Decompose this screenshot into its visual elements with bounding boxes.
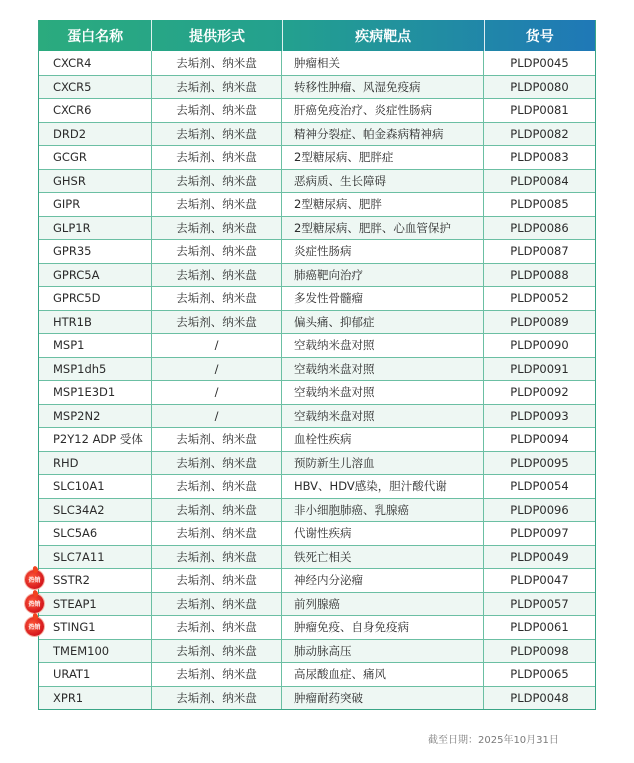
table-row xyxy=(28,615,595,639)
protein-name: URAT1 xyxy=(53,667,91,682)
disease-target-cell: 肿瘤免疫、自身免疫病 xyxy=(282,616,484,639)
protein-name-cell xyxy=(39,311,152,334)
format-cell: 去垢剂、纳米盘 xyxy=(152,146,282,169)
disease-target-cell: 肝癌免疫治疗、炎症性肠病 xyxy=(282,99,484,122)
catalog-no-cell: PLDP0049 xyxy=(510,549,569,564)
protein-name: STING1 xyxy=(53,620,96,635)
table-header xyxy=(39,20,595,51)
protein-name: P2Y12 ADP 受体 xyxy=(53,432,143,447)
disease-target-cell: 肺癌靶向治疗 xyxy=(282,264,484,287)
format-cell: / xyxy=(152,405,282,428)
disease-target-cell: 血栓性疾病 xyxy=(282,428,484,451)
protein-name-cell xyxy=(39,640,152,663)
protein-name: CXCR6 xyxy=(53,103,92,118)
table-row xyxy=(39,169,595,193)
format-cell: / xyxy=(152,334,282,357)
protein-name: SLC7A11 xyxy=(53,549,105,564)
disease-target-cell: 2型糖尿病、肥胖、心血管保护 xyxy=(282,217,484,240)
protein-name-cell xyxy=(39,287,152,310)
catalog-no-cell: PLDP0083 xyxy=(510,150,569,165)
protein-name: GHSR xyxy=(53,173,86,188)
header-protein-name: 蛋白名称 xyxy=(39,20,152,51)
protein-name: MSP1 xyxy=(53,338,85,353)
catalog-no-cell: PLDP0097 xyxy=(510,526,569,541)
catalog-no-cell: PLDP0080 xyxy=(510,79,569,94)
catalog-no-cell: PLDP0085 xyxy=(510,197,569,212)
protein-name-cell xyxy=(39,240,152,263)
disease-target-cell: 空载纳米盘对照 xyxy=(282,358,484,381)
protein-name-cell xyxy=(28,616,152,639)
disease-target-cell: 2型糖尿病、肥胖症 xyxy=(282,146,484,169)
table-row xyxy=(39,216,595,240)
format-cell: 去垢剂、纳米盘 xyxy=(152,475,282,498)
table-row xyxy=(39,75,595,99)
catalog-no-cell: PLDP0093 xyxy=(510,408,569,423)
protein-name: STEAP1 xyxy=(53,596,97,611)
protein-name-cell xyxy=(39,99,152,122)
disease-target-cell: 肺动脉高压 xyxy=(282,640,484,663)
footer-date: 截至日期：2025年10月31日 xyxy=(428,735,559,746)
protein-name: SLC10A1 xyxy=(53,479,105,494)
disease-target-cell: 炎症性肠病 xyxy=(282,240,484,263)
protein-name: DRD2 xyxy=(53,126,87,141)
protein-name: SLC34A2 xyxy=(53,502,105,517)
table-row xyxy=(39,404,595,428)
disease-target-cell: 非小细胞肺癌、乳腺癌 xyxy=(282,499,484,522)
table-row xyxy=(39,474,595,498)
catalog-no-cell: PLDP0082 xyxy=(510,126,569,141)
catalog-no-cell: PLDP0052 xyxy=(510,291,569,306)
format-cell: 去垢剂、纳米盘 xyxy=(152,499,282,522)
catalog-no-cell: PLDP0090 xyxy=(510,338,569,353)
protein-name-cell xyxy=(39,334,152,357)
catalog-no-cell: PLDP0081 xyxy=(510,103,569,118)
disease-target-cell: 神经内分泌瘤 xyxy=(282,569,484,592)
protein-name-cell xyxy=(39,193,152,216)
table-row xyxy=(28,592,595,616)
protein-name-cell xyxy=(39,358,152,381)
table-row xyxy=(39,357,595,381)
protein-name-cell xyxy=(39,217,152,240)
catalog-no-cell: PLDP0054 xyxy=(510,479,569,494)
protein-name: RHD xyxy=(53,455,79,470)
protein-name: MSP1E3D1 xyxy=(53,385,116,400)
catalog-no-cell: PLDP0088 xyxy=(510,267,569,282)
disease-target-cell: 肿瘤耐药突破 xyxy=(282,687,484,710)
protein-name-cell xyxy=(28,593,152,616)
disease-target-cell: 精神分裂症、帕金森病精神病 xyxy=(282,123,484,146)
disease-target-cell: 高尿酸血症、痛风 xyxy=(282,663,484,686)
protein-name: GPR35 xyxy=(53,244,92,259)
disease-target-cell: 预防新生儿溶血 xyxy=(282,452,484,475)
catalog-no-cell: PLDP0047 xyxy=(510,573,569,588)
protein-name-cell xyxy=(39,475,152,498)
table-row xyxy=(39,122,595,146)
protein-name-cell xyxy=(39,428,152,451)
table-row xyxy=(39,380,595,404)
protein-name: SSTR2 xyxy=(53,573,90,588)
catalog-no-cell: PLDP0065 xyxy=(510,667,569,682)
disease-target-cell: 代谢性疾病 xyxy=(282,522,484,545)
format-cell: 去垢剂、纳米盘 xyxy=(152,428,282,451)
protein-name: CXCR5 xyxy=(53,79,92,94)
catalog-no-cell: PLDP0096 xyxy=(510,502,569,517)
table-row xyxy=(28,568,595,592)
table-row xyxy=(39,286,595,310)
header-disease-target: 疾病靶点 xyxy=(283,20,485,51)
protein-name: GCGR xyxy=(53,150,87,165)
catalog-no-cell: PLDP0098 xyxy=(510,643,569,658)
catalog-no-cell: PLDP0048 xyxy=(510,690,569,705)
format-cell: 去垢剂、纳米盘 xyxy=(152,217,282,240)
format-cell: 去垢剂、纳米盘 xyxy=(152,76,282,99)
protein-name-cell xyxy=(39,264,152,287)
format-cell: 去垢剂、纳米盘 xyxy=(152,311,282,334)
table-row xyxy=(39,521,595,545)
catalog-no-cell: PLDP0061 xyxy=(510,620,569,635)
disease-target-cell: 转移性肿瘤、风湿免疫病 xyxy=(282,76,484,99)
catalog-no-cell: PLDP0095 xyxy=(510,455,569,470)
table-row xyxy=(39,662,595,686)
format-cell: 去垢剂、纳米盘 xyxy=(152,170,282,193)
protein-name-cell xyxy=(39,76,152,99)
disease-target-cell: 前列腺癌 xyxy=(282,593,484,616)
format-cell: 去垢剂、纳米盘 xyxy=(152,546,282,569)
protein-name-cell xyxy=(39,381,152,404)
hot-sale-badge-icon: 热销 xyxy=(25,570,44,589)
disease-target-cell: 肿瘤相关 xyxy=(282,51,484,75)
table-row xyxy=(39,451,595,475)
protein-name: TMEM100 xyxy=(53,643,110,658)
format-cell: 去垢剂、纳米盘 xyxy=(152,616,282,639)
catalog-no-cell: PLDP0092 xyxy=(510,385,569,400)
protein-name-cell xyxy=(39,170,152,193)
protein-name: GPRC5D xyxy=(53,291,101,306)
table-row xyxy=(39,639,595,663)
table-row xyxy=(39,263,595,287)
format-cell: 去垢剂、纳米盘 xyxy=(152,123,282,146)
format-cell: 去垢剂、纳米盘 xyxy=(152,51,282,75)
protein-name-cell xyxy=(39,405,152,428)
protein-name-cell xyxy=(39,51,152,75)
protein-name: SLC5A6 xyxy=(53,526,98,541)
format-cell: 去垢剂、纳米盘 xyxy=(152,287,282,310)
format-cell: 去垢剂、纳米盘 xyxy=(152,522,282,545)
table-row xyxy=(39,51,595,75)
format-cell: 去垢剂、纳米盘 xyxy=(152,687,282,710)
catalog-no-cell: PLDP0089 xyxy=(510,314,569,329)
disease-target-cell: 多发性骨髓瘤 xyxy=(282,287,484,310)
protein-name-cell xyxy=(39,123,152,146)
table-row xyxy=(39,333,595,357)
table-row xyxy=(39,145,595,169)
protein-name: XPR1 xyxy=(53,690,84,705)
table-row xyxy=(39,98,595,122)
protein-name: GPRC5A xyxy=(53,267,100,282)
catalog-no-cell: PLDP0045 xyxy=(510,55,569,70)
format-cell: / xyxy=(152,381,282,404)
protein-name-cell xyxy=(39,546,152,569)
format-cell: 去垢剂、纳米盘 xyxy=(152,99,282,122)
protein-name-cell xyxy=(39,452,152,475)
protein-name-cell xyxy=(39,499,152,522)
catalog-no-cell: PLDP0084 xyxy=(510,173,569,188)
table-row xyxy=(39,498,595,522)
protein-name-cell xyxy=(39,522,152,545)
disease-target-cell: 空载纳米盘对照 xyxy=(282,334,484,357)
table-row xyxy=(39,192,595,216)
table-row xyxy=(39,686,595,710)
protein-name-cell xyxy=(39,663,152,686)
protein-name: MSP1dh5 xyxy=(53,361,107,376)
format-cell: 去垢剂、纳米盘 xyxy=(152,193,282,216)
protein-name: HTR1B xyxy=(53,314,92,329)
protein-name: MSP2N2 xyxy=(53,408,101,423)
disease-target-cell: 铁死亡相关 xyxy=(282,546,484,569)
protein-name: GLP1R xyxy=(53,220,91,235)
format-cell: 去垢剂、纳米盘 xyxy=(152,264,282,287)
protein-name-cell xyxy=(39,146,152,169)
table-row xyxy=(39,239,595,263)
format-cell: 去垢剂、纳米盘 xyxy=(152,452,282,475)
catalog-no-cell: PLDP0091 xyxy=(510,361,569,376)
table-row xyxy=(39,427,595,451)
protein-name-cell xyxy=(28,569,152,592)
catalog-no-cell: PLDP0057 xyxy=(510,596,569,611)
catalog-no-cell: PLDP0086 xyxy=(510,220,569,235)
table-body xyxy=(28,51,595,709)
hot-sale-badge-icon: 热销 xyxy=(25,594,44,613)
table-row xyxy=(39,545,595,569)
product-table xyxy=(28,20,596,710)
header-format: 提供形式 xyxy=(152,20,282,51)
table-row xyxy=(39,310,595,334)
catalog-no-cell: PLDP0087 xyxy=(510,244,569,259)
format-cell: 去垢剂、纳米盘 xyxy=(152,640,282,663)
disease-target-cell: 恶病质、生长障碍 xyxy=(282,170,484,193)
disease-target-cell: HBV、HDV感染，胆汁酸代谢 xyxy=(282,475,484,498)
disease-target-cell: 2型糖尿病、肥胖 xyxy=(282,193,484,216)
format-cell: / xyxy=(152,358,282,381)
disease-target-cell: 偏头痛、抑郁症 xyxy=(282,311,484,334)
format-cell: 去垢剂、纳米盘 xyxy=(152,593,282,616)
protein-name-cell xyxy=(39,687,152,710)
hot-sale-badge-icon: 热销 xyxy=(25,617,44,636)
header-catalog-no: 货号 xyxy=(525,28,554,45)
format-cell: 去垢剂、纳米盘 xyxy=(152,569,282,592)
format-cell: 去垢剂、纳米盘 xyxy=(152,240,282,263)
disease-target-cell: 空载纳米盘对照 xyxy=(282,381,484,404)
format-cell: 去垢剂、纳米盘 xyxy=(152,663,282,686)
protein-name: GIPR xyxy=(53,197,81,212)
catalog-no-cell: PLDP0094 xyxy=(510,432,569,447)
disease-target-cell: 空载纳米盘对照 xyxy=(282,405,484,428)
protein-name: CXCR4 xyxy=(53,55,92,70)
